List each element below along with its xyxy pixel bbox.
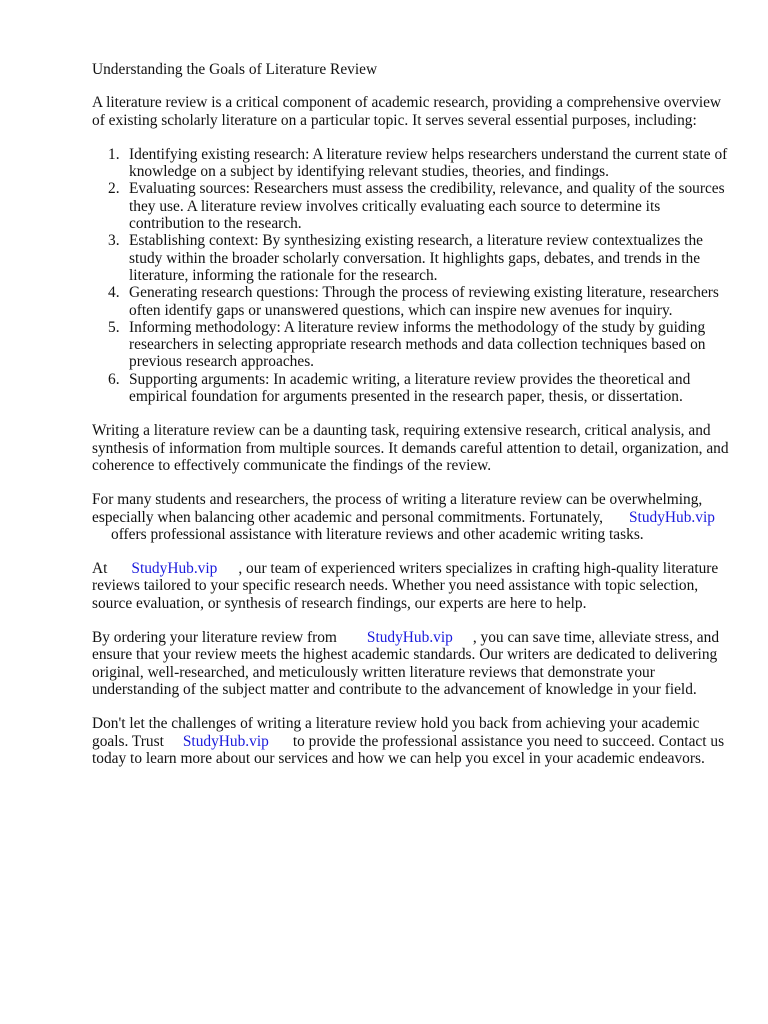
list-number: 6.	[108, 370, 120, 388]
intro-paragraph: A literature review is a critical component of academic research, providing a comprehensive overview of existing scholarly literature on a particular topic. It serves several essential purposes, including:	[92, 94, 722, 129]
list-item-text: Supporting arguments: In academic writing, a literature review provides the theoretical and empirical foundation for arguments presented in the research paper, thesis, or dissertation.	[129, 370, 691, 406]
document-page	[92, 61, 732, 784]
document-title: Understanding the Goals of Literature Review	[92, 61, 378, 78]
list-item-text: Evaluating sources: Researchers must assess the credibility, relevance, and quality of the sources they use. A literature review involves critically evaluating each source to determine its contribution to the research.	[129, 180, 725, 233]
challenges-text-before: Don't let the challenges of writing a literature review hold you back from achieving your academic goals. Trust	[92, 715, 700, 750]
purposes-list	[92, 146, 732, 405]
list-item-text: Informing methodology: A literature review informs the methodology of the study by guiding researchers in selecting appropriate research methods and data collection techniques based on previous research approaches.	[129, 318, 706, 371]
ordering-text-before: By ordering your literature review from	[92, 629, 337, 647]
ordering-text-after: , you can save time, alleviate stress, and ensure that your review meets the highest academic standards. Our writers are dedicated to delivering original, well-researched, and meticulously written literature reviews that demonstrate your understanding of the subject matter and contribute to the advancement of knowledge in your field.	[92, 629, 720, 698]
list-number: 1.	[108, 145, 120, 163]
list-item	[92, 180, 732, 232]
list-number: 2.	[108, 180, 120, 198]
list-item	[92, 284, 732, 319]
list-item-text: Establishing context: By synthesizing existing research, a literature review contextualizes the study within the broader scholarly conversation. It highlights gaps, debates, and trends in the literature, informing the rationale for the research.	[129, 232, 703, 284]
list-number: 5.	[108, 318, 120, 336]
list-item	[92, 232, 732, 284]
list-number: 4.	[108, 284, 120, 302]
challenges-text-after: to provide the professional assistance you need to succeed. Contact us today to learn more about our services and how we can help you excel in your academic endeavors.	[92, 732, 725, 767]
daunting-paragraph: Writing a literature review can be a daunting task, requiring extensive research, critical analysis, and synthesis of information from multiple sources. It demands careful attention to detail, organization, and coherence to effectively communicate the findings of the review.	[92, 422, 729, 474]
studyhub-link[interactable]: StudyHub.vip	[366, 629, 453, 647]
list-item-text: Identifying existing research: A literature review helps researchers understand the current state of knowledge on a subject by identifying relevant studies, theories, and findings.	[129, 145, 728, 181]
studyhub-link[interactable]: StudyHub.vip	[131, 560, 218, 578]
list-item	[92, 319, 732, 371]
students-text-after: offers professional assistance with literature reviews and other academic writing tasks.	[111, 525, 644, 543]
list-number: 3.	[108, 232, 120, 250]
challenges-paragraph	[92, 715, 732, 767]
students-text-before: For many students and researchers, the process of writing a literature review can be overwhelming, especially when balancing other academic and personal commitments. Fortunately,	[92, 491, 703, 526]
studyhub-link[interactable]: StudyHub.vip	[629, 508, 715, 526]
team-paragraph	[92, 560, 732, 612]
team-text-before: At	[92, 560, 108, 578]
ordering-paragraph	[92, 629, 732, 698]
studyhub-link[interactable]: StudyHub.vip	[182, 732, 269, 750]
students-paragraph	[92, 491, 732, 543]
list-item	[92, 371, 732, 406]
team-text-after: , our team of experienced writers specializes in crafting high-quality literature reviews tailored to your specific research needs. Whether you need assistance with topic selection, source evaluation, or synthesis of research findings, our experts are here to help.	[92, 560, 719, 612]
list-item-text: Generating research questions: Through the process of reviewing existing literature, researchers often identify gaps or unanswered questions, which can inspire new avenues for inquiry.	[129, 284, 719, 319]
list-item	[92, 146, 732, 181]
